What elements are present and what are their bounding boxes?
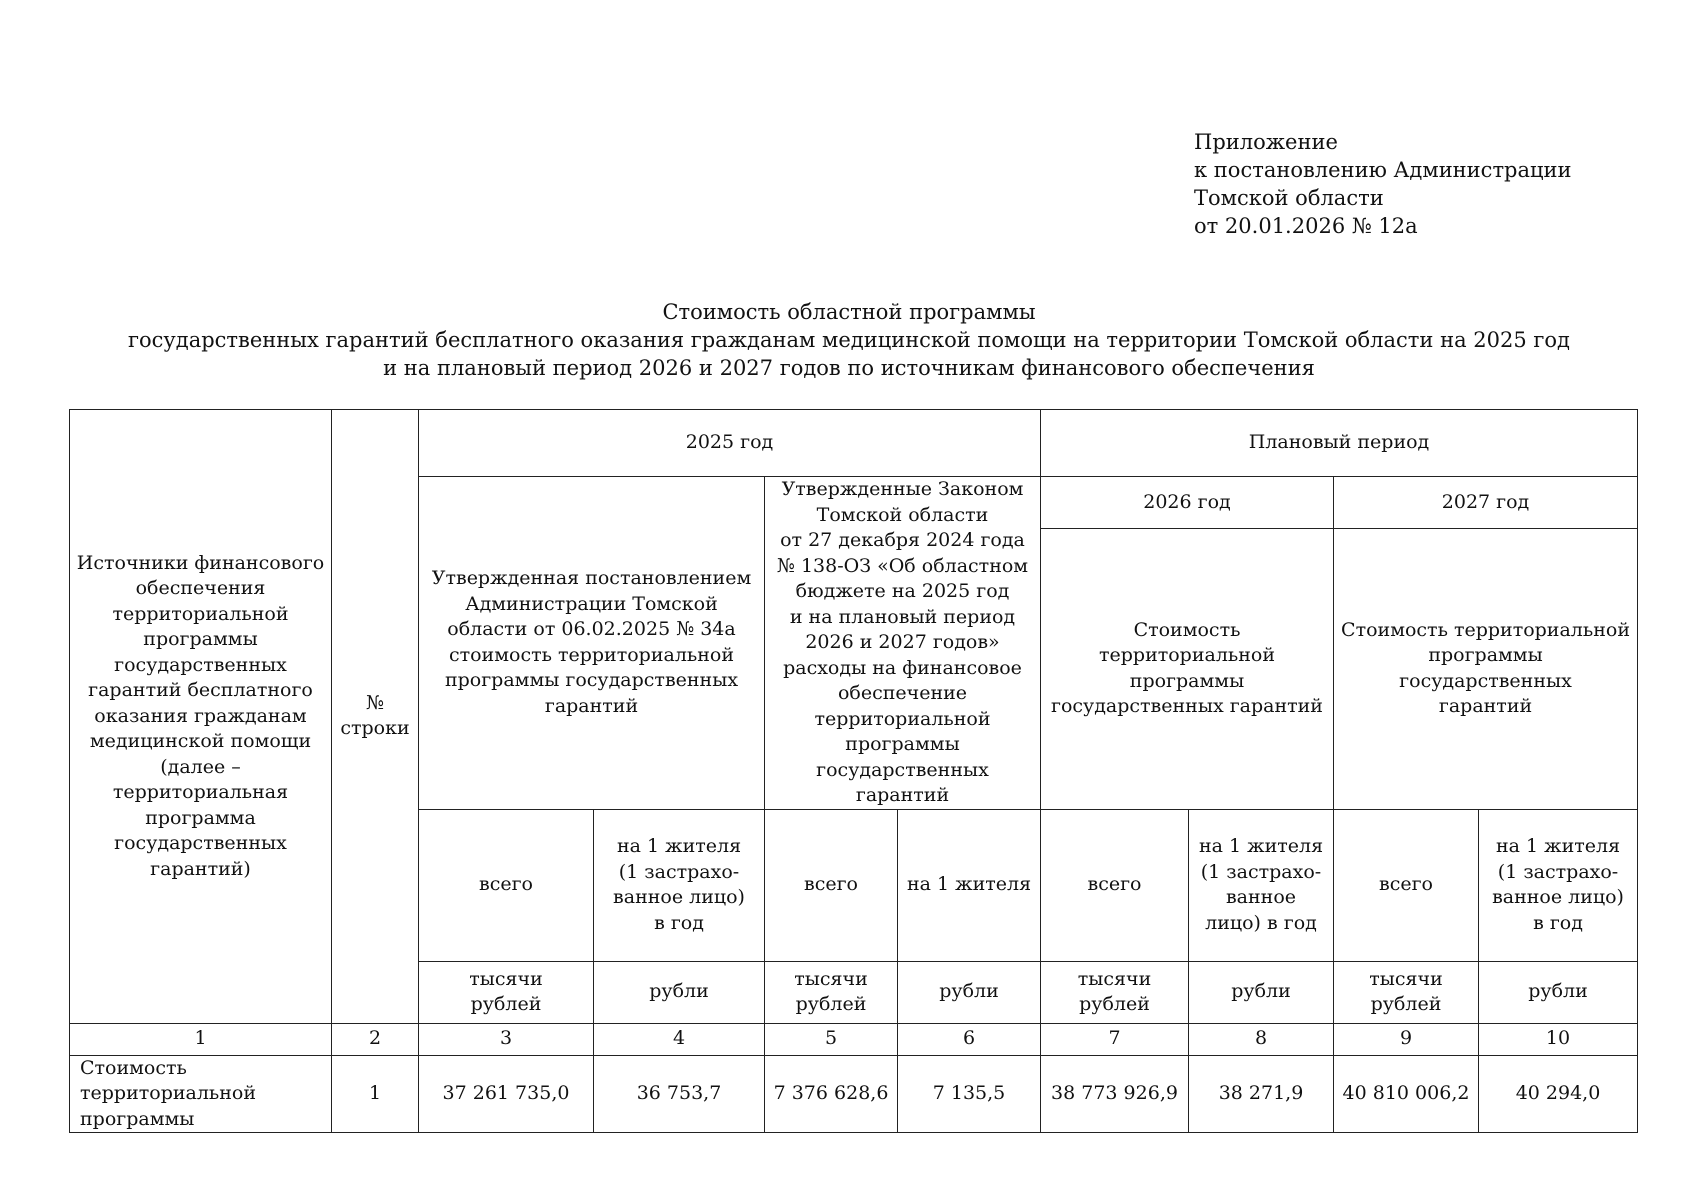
cell-2025-approved-per-insured: 36 753,7: [594, 1055, 765, 1133]
cell-2025-law-total: 7 376 628,6: [765, 1055, 898, 1133]
subheader-total: всего: [1334, 809, 1479, 961]
cell-2025-approved-total: 37 261 735,0: [419, 1055, 594, 1133]
header-row-years: [70, 410, 1638, 477]
appendix-header: [1194, 128, 1572, 240]
header-approved-law: Утвержденные Законом Томской области от 27 декабря 2024 года № 138-ОЗ «Об областном бюджете на 2025 год и на плановый период 2026 и 2027 годов» расходы на финансовое обеспечение территориальной программы государственных гарантий: [765, 477, 1041, 810]
unit-rubles: рубли: [1479, 961, 1638, 1023]
column-number: 4: [594, 1023, 765, 1055]
subheader-per-insured: на 1 жителя (1 застрахо- ванное лицо) в год: [594, 809, 765, 961]
subheader-total: всего: [1041, 809, 1189, 961]
column-number-row: [70, 1023, 1638, 1055]
column-number: 10: [1479, 1023, 1638, 1055]
appendix-line: к постановлению Администрации: [1194, 158, 1572, 182]
row-number: 1: [332, 1055, 419, 1133]
appendix-line: Приложение: [1194, 130, 1338, 154]
subheader-per-insured: на 1 жителя (1 застрахо- ванное лицо) в год: [1189, 809, 1334, 961]
header-source: Источники финансового обеспечения территориальной программы государственных гарантий бесплатного оказания гражданам медицинской помощи (далее – территориальная программа государственных гарантий): [70, 410, 332, 1024]
unit-rubles: рубли: [898, 961, 1041, 1023]
header-planned-period: Плановый период: [1041, 410, 1638, 477]
column-number: 5: [765, 1023, 898, 1055]
appendix-line: Томской области: [1194, 186, 1384, 210]
header-year-2025: 2025 год: [419, 410, 1041, 477]
header-cost-2027: Стоимость территориальной программы государственных гарантий: [1334, 529, 1638, 809]
cell-2026-total: 38 773 926,9: [1041, 1055, 1189, 1133]
header-approved-resolution: Утвержденная постановлением Администрации Томской области от 06.02.2025 № 34а стоимость территориальной программы государственных гарантий: [419, 477, 765, 810]
row-label: Стоимость территориальной программы: [70, 1055, 332, 1133]
column-number: 6: [898, 1023, 1041, 1055]
unit-thousand-rubles: тысячи рублей: [419, 961, 594, 1023]
column-number: 8: [1189, 1023, 1334, 1055]
document-title: [40, 298, 1658, 382]
subheader-per-resident: на 1 жителя: [898, 809, 1041, 961]
cell-2027-total: 40 810 006,2: [1334, 1055, 1479, 1133]
appendix-line: от 20.01.2026 № 12а: [1194, 214, 1418, 238]
column-number: 1: [70, 1023, 332, 1055]
title-line: Стоимость областной программы: [662, 300, 1036, 324]
column-number: 7: [1041, 1023, 1189, 1055]
cell-2025-law-per-resident: 7 135,5: [898, 1055, 1041, 1133]
cell-2027-per-insured: 40 294,0: [1479, 1055, 1638, 1133]
header-cost-2026: Стоимость территориальной программы государственных гарантий: [1041, 529, 1334, 809]
subheader-per-insured: на 1 жителя (1 застрахо- ванное лицо) в год: [1479, 809, 1638, 961]
title-line: и на плановый период 2026 и 2027 годов по источникам финансового обеспечения: [383, 356, 1315, 380]
title-line: государственных гарантий бесплатного оказания гражданам медицинской помощи на территории Томской области на 2025 год: [128, 328, 1570, 352]
column-number: 3: [419, 1023, 594, 1055]
table-row: [70, 1055, 1638, 1133]
cell-2026-per-insured: 38 271,9: [1189, 1055, 1334, 1133]
column-number: 9: [1334, 1023, 1479, 1055]
subheader-total: всего: [765, 809, 898, 961]
unit-rubles: рубли: [1189, 961, 1334, 1023]
unit-thousand-rubles: тысячи рублей: [765, 961, 898, 1023]
unit-thousand-rubles: тысячи рублей: [1041, 961, 1189, 1023]
header-year-2027: 2027 год: [1334, 477, 1638, 529]
cost-table: [69, 409, 1638, 1133]
unit-thousand-rubles: тысячи рублей: [1334, 961, 1479, 1023]
header-year-2026: 2026 год: [1041, 477, 1334, 529]
header-row-number: № строки: [332, 410, 419, 1024]
column-number: 2: [332, 1023, 419, 1055]
subheader-total: всего: [419, 809, 594, 961]
unit-rubles: рубли: [594, 961, 765, 1023]
